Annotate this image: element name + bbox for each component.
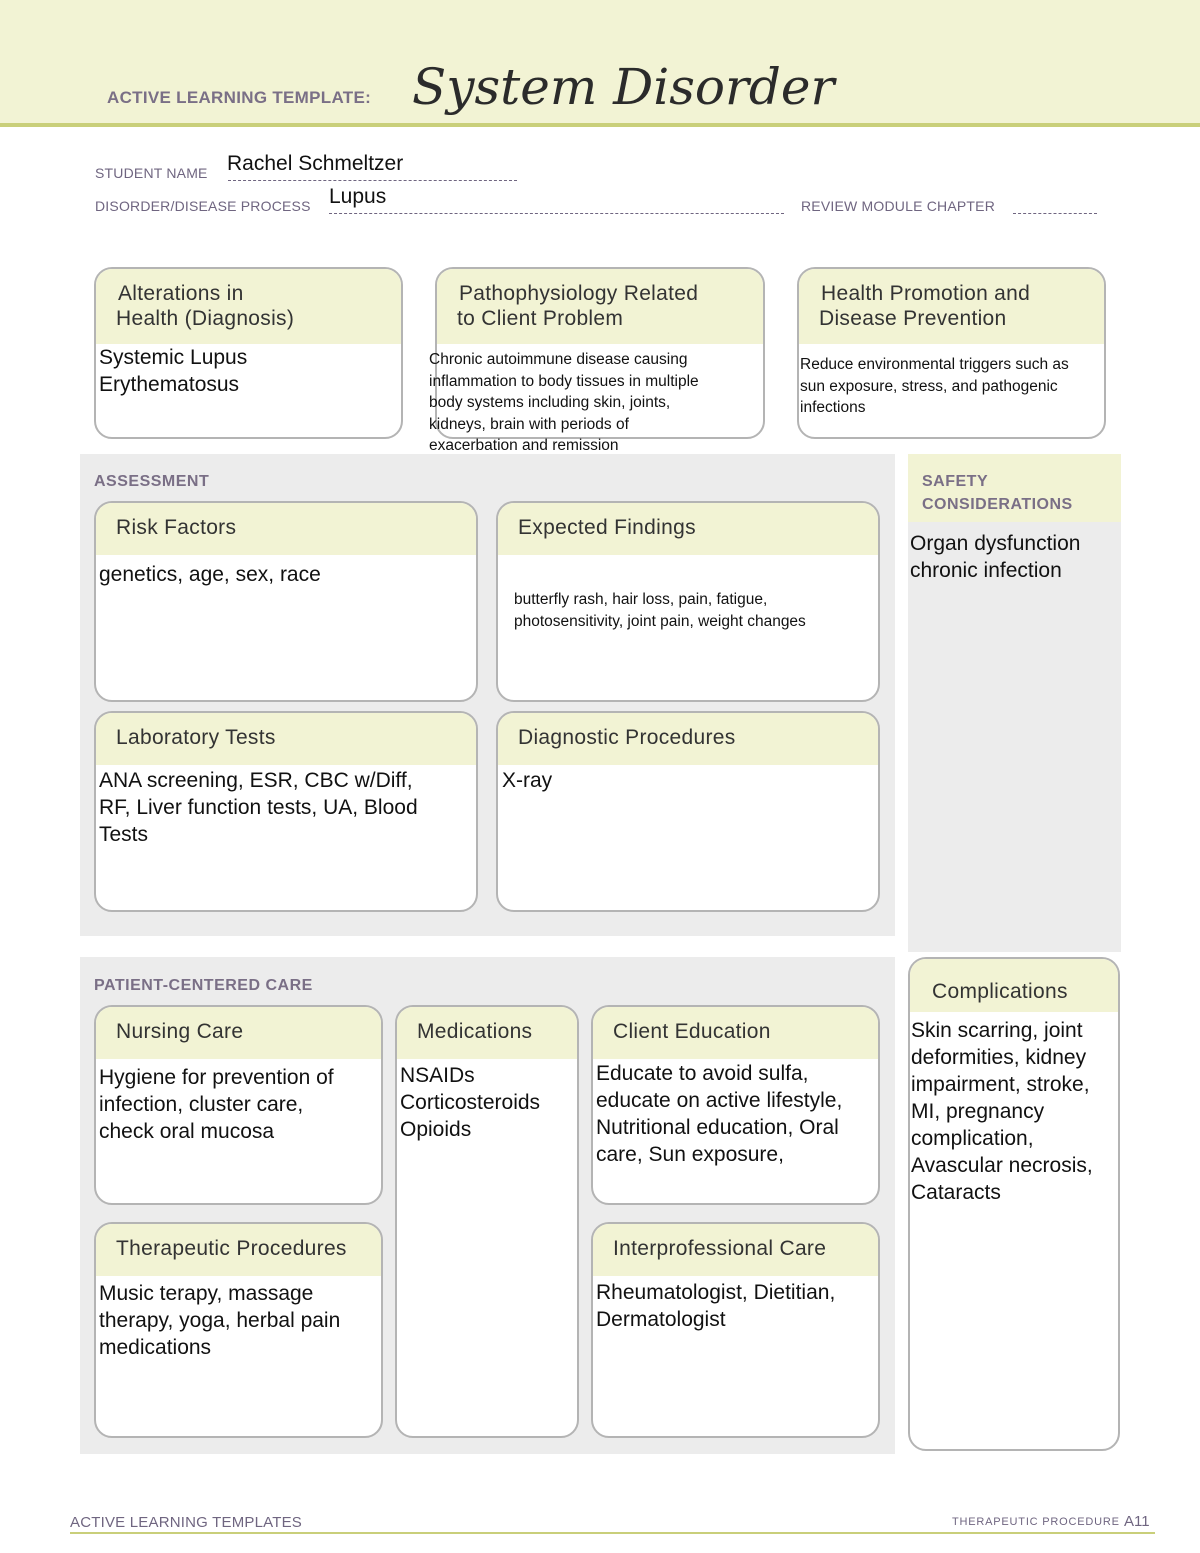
text-line: Chronic autoimmune disease causing: [429, 351, 688, 368]
text-line: Tests: [99, 823, 149, 846]
text-line: butterfly rash, hair loss, pain, fatigue,: [514, 591, 768, 608]
template-title: System Disorder: [412, 58, 835, 116]
nursing-care-box: [94, 1005, 383, 1205]
alterations-title-2: Health (Diagnosis): [116, 307, 295, 330]
health-promotion-box: [797, 267, 1106, 439]
text-line: Nutritional education, Oral: [596, 1116, 839, 1139]
header-divider: [0, 123, 1200, 127]
expected-findings-header: [498, 503, 878, 555]
expected-findings-box: [496, 501, 880, 702]
text-line: therapy, yoga, herbal pain: [99, 1309, 341, 1332]
text-line: complication,: [911, 1127, 1034, 1150]
review-module-line[interactable]: [1013, 213, 1097, 214]
laboratory-tests-title: Laboratory Tests: [116, 726, 276, 749]
complications-header: [910, 959, 1118, 1012]
laboratory-tests-header: [96, 713, 476, 765]
text-line: Corticosteroids: [400, 1091, 541, 1114]
text-line: impairment, stroke,: [911, 1073, 1090, 1096]
client-education-header: [593, 1007, 878, 1059]
therapeutic-procedures-title: Therapeutic Procedures: [116, 1237, 347, 1260]
text-line: RF, Liver function tests, UA, Blood: [99, 796, 418, 819]
safety-body[interactable]: [910, 530, 1080, 584]
laboratory-tests-box: [94, 711, 478, 912]
text-line: Reduce environmental triggers such as: [800, 356, 1069, 373]
alterations-header: [96, 269, 401, 344]
footer-divider: [70, 1532, 1155, 1534]
student-name-label: STUDENT NAME: [95, 165, 208, 181]
text-line: Hygiene for prevention of: [99, 1066, 334, 1089]
text-line: X-ray: [502, 769, 553, 792]
template-label: ACTIVE LEARNING TEMPLATE:: [107, 88, 372, 107]
text-line: Erythematosus: [99, 373, 240, 396]
risk-factors-body[interactable]: [96, 555, 476, 588]
patient-care-label: PATIENT-CENTERED CARE: [94, 977, 313, 994]
assessment-label: ASSESSMENT: [94, 473, 210, 490]
health-promotion-title-1: Health Promotion and: [821, 282, 1031, 305]
therapeutic-procedures-box: [94, 1222, 383, 1438]
alterations-title-1: Alterations in: [118, 282, 244, 305]
footer-left-label: ACTIVE LEARNING TEMPLATES: [70, 1514, 302, 1531]
therapeutic-procedures-body[interactable]: [96, 1276, 381, 1361]
text-line: medications: [99, 1336, 212, 1359]
text-line: infections: [800, 399, 866, 416]
risk-factors-title: Risk Factors: [116, 516, 237, 539]
text-line: NSAIDs: [400, 1064, 475, 1087]
medications-title: Medications: [417, 1020, 533, 1043]
text-line: Avascular necrosis,: [911, 1154, 1093, 1177]
medications-header: [397, 1007, 577, 1059]
student-name-value[interactable]: Rachel Schmeltzer: [227, 152, 404, 175]
text-line: MI, pregnancy: [911, 1100, 1045, 1123]
pathophysiology-title-1: Pathophysiology Related: [459, 282, 699, 305]
diagnostic-procedures-title: Diagnostic Procedures: [518, 726, 736, 749]
diagnostic-procedures-box: [496, 711, 880, 912]
pathophysiology-box: [429, 267, 765, 454]
interprofessional-care-title: Interprofessional Care: [613, 1237, 827, 1260]
risk-factors-box: [94, 501, 478, 702]
text-line: Rheumatologist, Dietitian,: [596, 1281, 836, 1304]
interprofessional-care-header: [593, 1224, 878, 1276]
pathophysiology-title-2: to Client Problem: [457, 307, 624, 330]
text-line: Opioids: [400, 1118, 472, 1141]
student-name-line: [228, 180, 517, 181]
text-line: chronic infection: [910, 559, 1062, 582]
diagnostic-procedures-header: [498, 713, 878, 765]
text-line: Systemic Lupus: [99, 346, 248, 369]
complications-title: Complications: [932, 980, 1068, 1003]
client-education-box: [591, 1005, 880, 1205]
medications-body[interactable]: [397, 1059, 577, 1143]
disorder-label: DISORDER/DISEASE PROCESS: [95, 198, 311, 214]
pathophysiology-body[interactable]: [429, 344, 763, 457]
text-line: Dermatologist: [596, 1308, 726, 1331]
text-line: check oral mucosa: [99, 1120, 275, 1143]
nursing-care-header: [96, 1007, 381, 1059]
expected-findings-body[interactable]: [498, 555, 878, 632]
text-line: deformities, kidney: [911, 1046, 1087, 1069]
text-line: Skin scarring, joint: [911, 1019, 1083, 1042]
text-line: photosensitivity, joint pain, weight changes: [514, 612, 806, 630]
text-line: Organ dysfunction: [910, 532, 1081, 555]
complications-body[interactable]: [910, 1012, 1118, 1206]
alterations-body[interactable]: [96, 344, 401, 398]
health-promotion-body[interactable]: [799, 344, 1104, 419]
expected-findings-title: Expected Findings: [518, 516, 696, 539]
text-line: infection, cluster care,: [99, 1093, 304, 1116]
safety-label-1: SAFETY: [922, 473, 989, 490]
text-line: educate on active lifestyle,: [596, 1089, 843, 1112]
text-line: sun exposure, stress, and pathogenic: [800, 377, 1058, 395]
interprofessional-care-body[interactable]: [593, 1276, 878, 1333]
pathophysiology-header: [437, 269, 763, 344]
nursing-care-body[interactable]: [96, 1059, 381, 1145]
client-education-body[interactable]: [593, 1059, 878, 1168]
text-line: exacerbation and remission: [429, 437, 619, 454]
text-line: Music terapy, massage: [99, 1282, 314, 1305]
medications-box: [395, 1005, 579, 1438]
page-number: A11: [1124, 1513, 1150, 1530]
disorder-line: [329, 213, 784, 214]
complications-box: [908, 957, 1120, 1451]
text-line: care, Sun exposure,: [596, 1143, 784, 1166]
risk-factors-header: [96, 503, 476, 555]
review-module-label: REVIEW MODULE CHAPTER: [801, 198, 995, 214]
client-education-title: Client Education: [613, 1020, 771, 1043]
safety-label-2: CONSIDERATIONS: [922, 496, 1073, 513]
text-line: kidneys, brain with periods of: [429, 415, 629, 433]
safety-panel: [908, 454, 1121, 952]
text-line: Educate to avoid sulfa,: [596, 1062, 809, 1085]
health-promotion-title-2: Disease Prevention: [819, 307, 1007, 330]
text-line: inflammation to body tissues in multiple: [429, 372, 699, 390]
interprofessional-care-box: [591, 1222, 880, 1438]
laboratory-tests-body[interactable]: [96, 765, 476, 848]
footer-right-label: THERAPEUTIC PROCEDURE: [952, 1516, 1120, 1528]
diagnostic-procedures-body[interactable]: [498, 765, 878, 794]
text-line: ANA screening, ESR, CBC w/Diff,: [99, 769, 413, 792]
health-promotion-header: [799, 269, 1104, 344]
text-line: genetics, age, sex, race: [99, 563, 321, 586]
text-line: body systems including skin, joints,: [429, 394, 671, 411]
nursing-care-title: Nursing Care: [116, 1020, 244, 1043]
therapeutic-procedures-header: [96, 1224, 381, 1276]
disorder-value[interactable]: Lupus: [329, 185, 387, 208]
text-line: Cataracts: [911, 1181, 1001, 1204]
alterations-box: [94, 267, 403, 439]
